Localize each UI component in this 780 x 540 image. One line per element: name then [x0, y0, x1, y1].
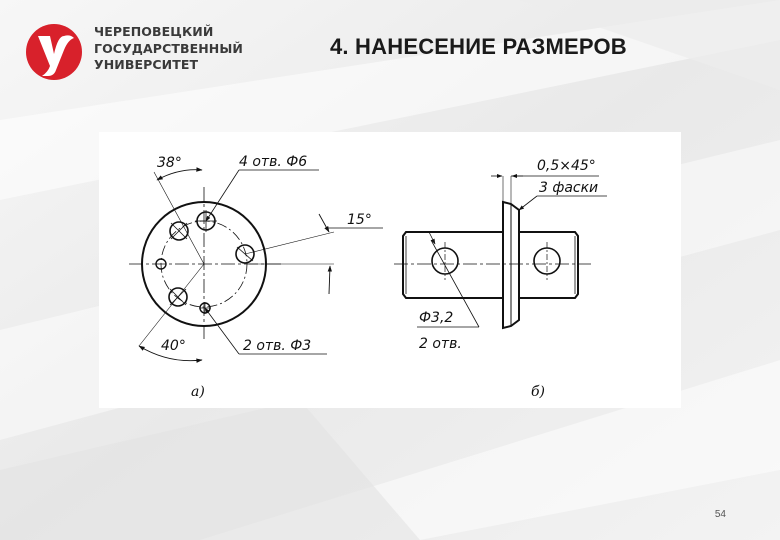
caption-b: б)	[531, 384, 546, 400]
chamfer-size-label: 0,5×45°	[537, 158, 596, 174]
university-name-line-2: ГОСУДАРСТВЕННЫЙ	[94, 40, 243, 56]
holes-large-label: 4 отв. Ф6	[239, 154, 308, 170]
angle-15-label: 15°	[347, 212, 372, 228]
university-name-line-1: ЧЕРЕПОВЕЦКИЙ	[94, 24, 214, 39]
hole-count-label: 2 отв.	[419, 336, 462, 352]
angle-40-label: 40°	[161, 338, 186, 354]
university-logo	[26, 22, 88, 82]
slide-title: 4. НАНЕСЕНИЕ РАЗМЕРОВ	[330, 34, 627, 59]
technical-drawing-figure	[99, 132, 681, 408]
university-name	[94, 24, 243, 74]
dimensioning-drawings	[99, 132, 681, 408]
holes-small-label: 2 отв. Ф3	[243, 338, 312, 354]
hole-diameter-label: Ф3,2	[419, 310, 454, 326]
drawing-b-shaft	[394, 176, 607, 328]
page-number: 54	[714, 509, 726, 520]
drawing-a-flange	[129, 170, 383, 361]
caption-a: а)	[191, 384, 205, 400]
chamfer-count-label: 3 фаски	[539, 180, 599, 196]
university-name-line-3: УНИВЕРСИТЕТ	[94, 57, 199, 72]
angle-38-label: 38°	[157, 155, 182, 171]
